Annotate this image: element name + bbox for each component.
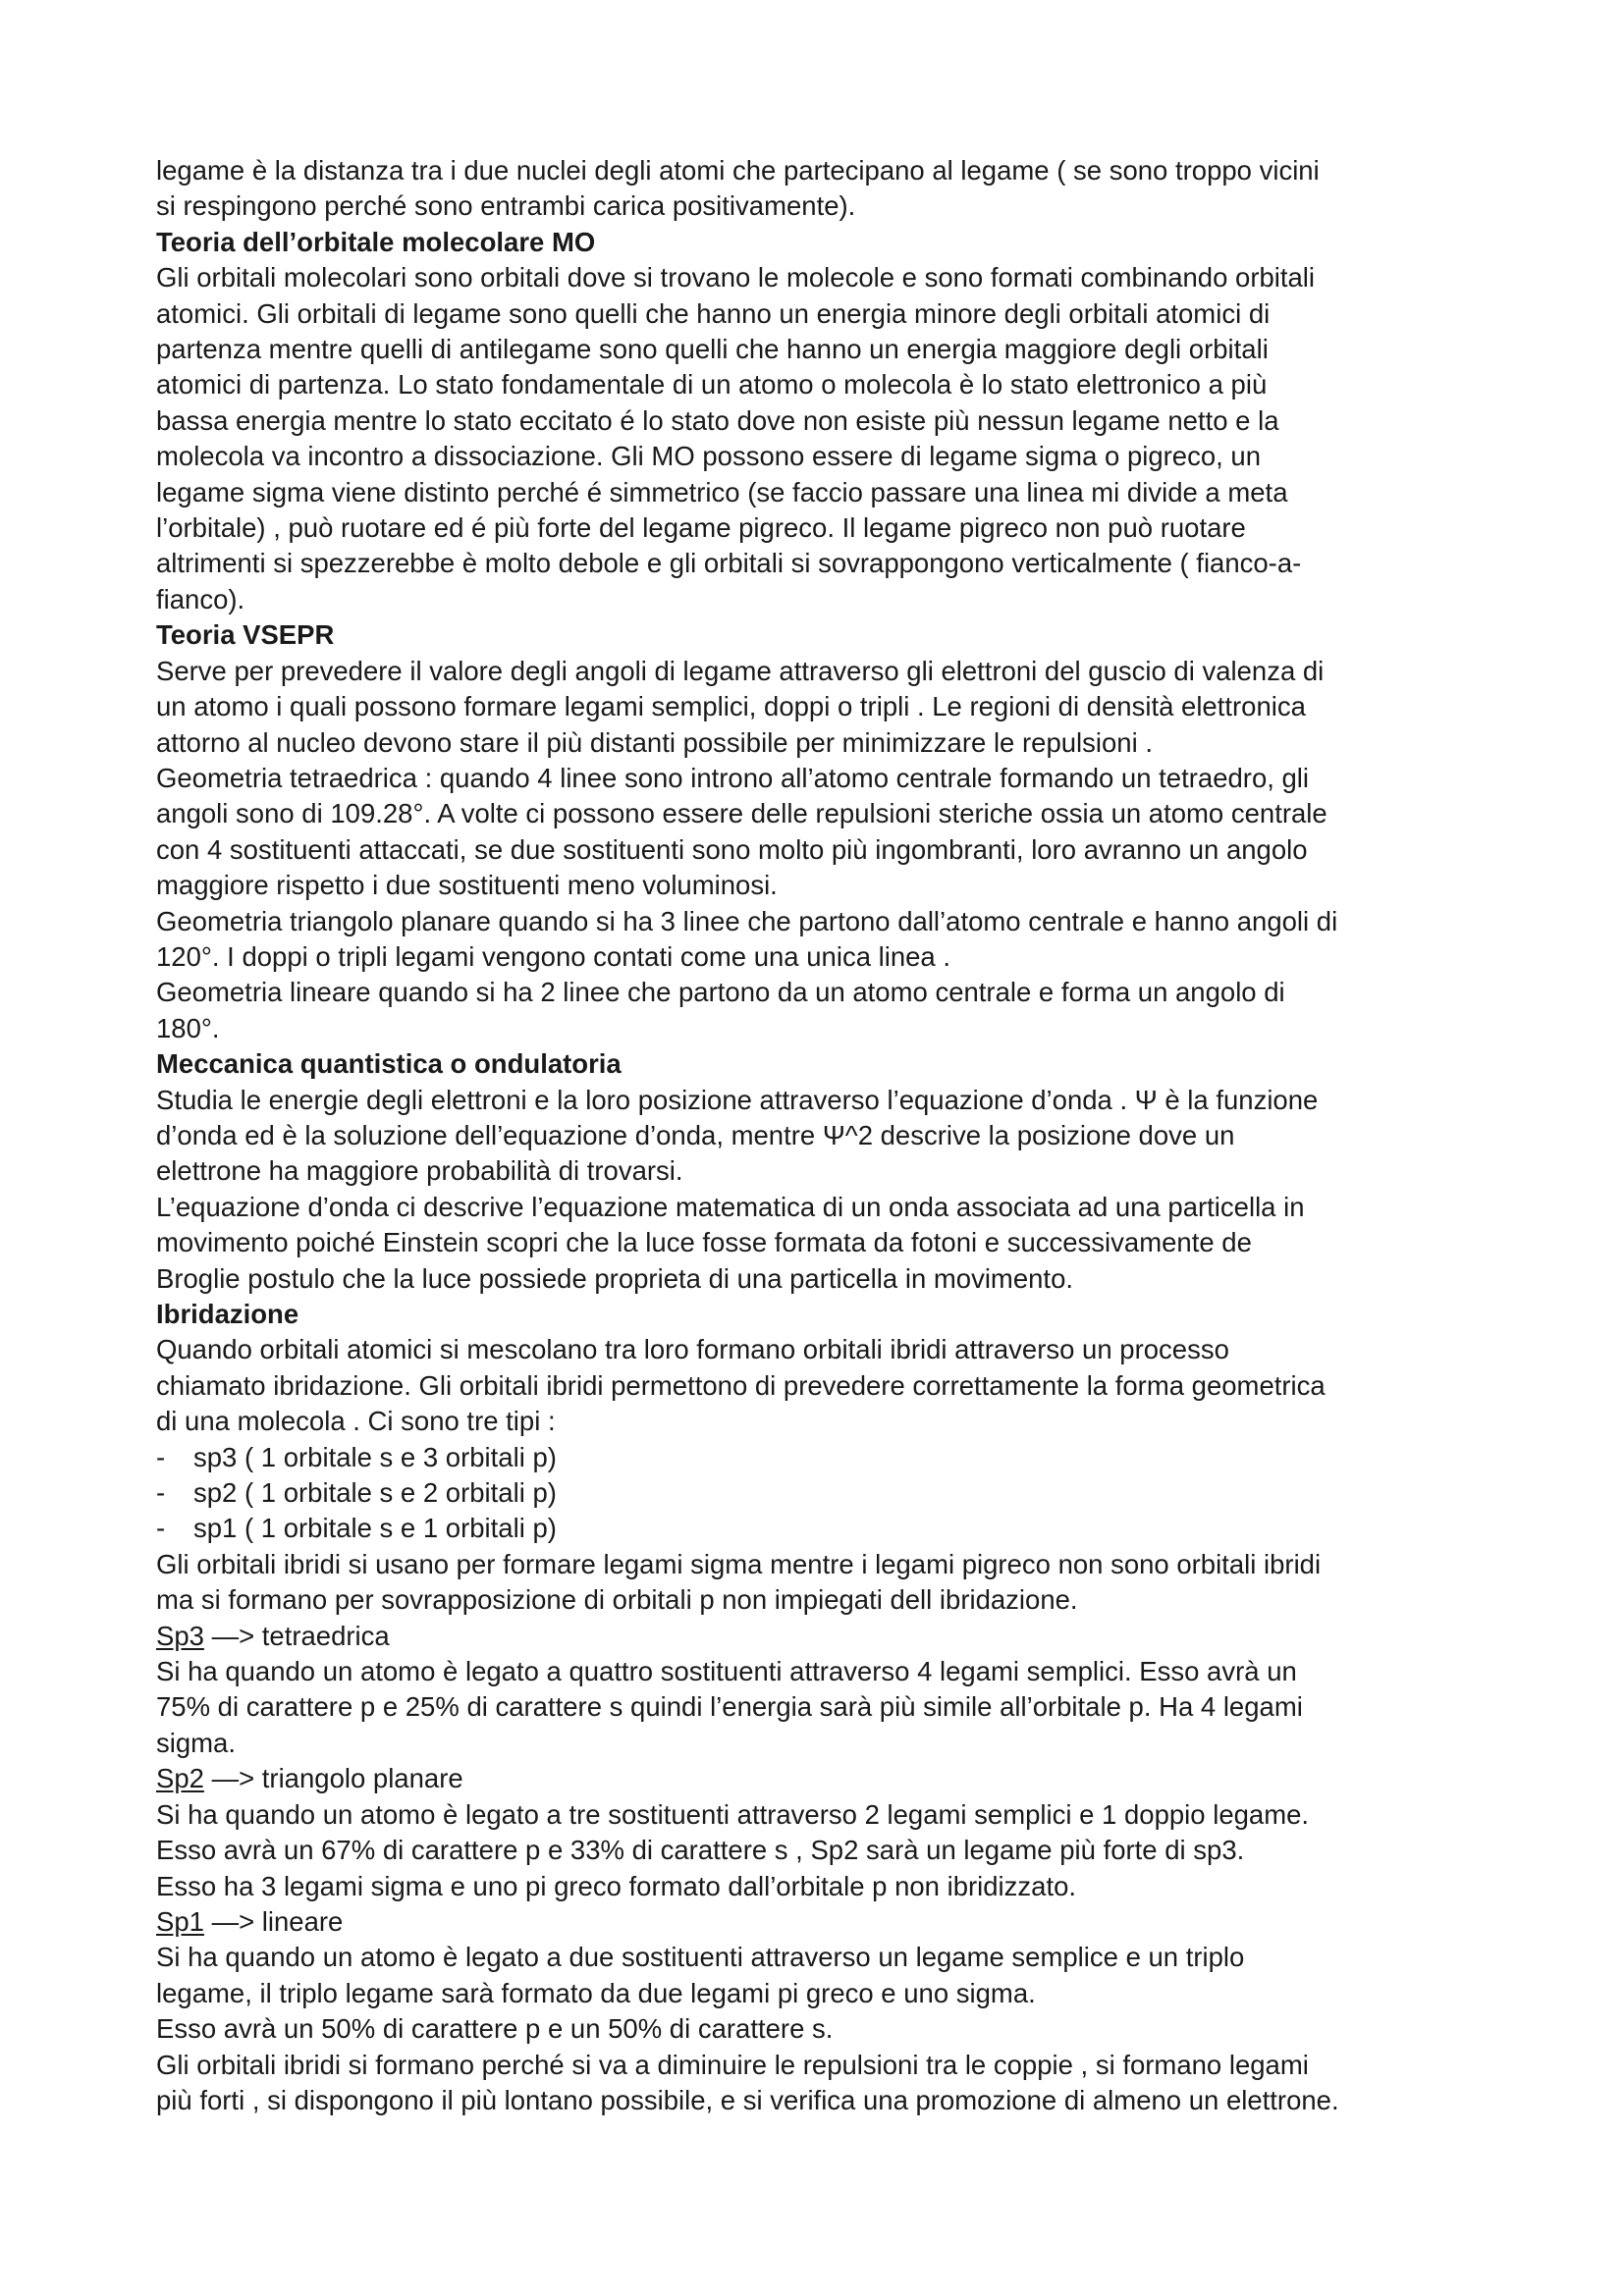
paragraph-line: Serve per prevedere il valore degli angoli di legame attraverso gli elettroni del guscio di valenza di — [156, 655, 1325, 686]
section-heading: Teoria VSEPR — [156, 619, 335, 651]
paragraph-line: di una molecola . Ci sono tre tipi : — [156, 1406, 556, 1437]
list-item-text: sp2 ( 1 orbitale s e 2 orbitali p) — [193, 1477, 557, 1509]
section-heading: Ibridazione — [156, 1299, 299, 1329]
list-item — [156, 1440, 1511, 1475]
paragraph-line: altrimenti si spezzerebbe è molto debole e gli orbitali si sovrappongono verticalmente ( fianco-a- — [156, 548, 1302, 579]
paragraph-line: Esso avrà un 50% di carattere p e un 50% di carattere s. — [156, 2013, 834, 2045]
paragraph-line: 75% di carattere p e 25% di carattere s quindi l’energia sarà più simile all’orbitale p. Ha 4 legami — [156, 1691, 1303, 1723]
bullet-dash: - — [156, 1477, 166, 1509]
list-item — [156, 1511, 1511, 1546]
paragraph-line: un atomo i quali possono formare legami semplici, doppi o tripli . Le regioni di densità elettronica — [156, 691, 1306, 722]
paragraph-line: attorno al nucleo devono stare il più distanti possibile per minimizzare le repulsioni . — [156, 726, 1153, 758]
paragraph-line: Gli orbitali ibridi si usano per formare legami sigma mentre i legami pigreco non sono orbitali ibridi — [156, 1548, 1322, 1579]
paragraph-line: angoli sono di 109.28°. A volte ci possono essere delle repulsioni steriche ossia un atomo centrale — [156, 798, 1327, 829]
paragraph-line: sigma. — [156, 1727, 236, 1758]
paragraph-line: maggiore rispetto i due sostituenti meno voluminosi. — [156, 870, 778, 901]
hybridization-term: Sp2 — [156, 1763, 204, 1794]
paragraph-line: l’orbitale) , può ruotare ed é più forte del legame pigreco. Il legame pigreco non può ruotare — [156, 512, 1246, 544]
paragraph-line: Si ha quando un atomo è legato a due sostituenti attraverso un legame semplice e un triplo — [156, 1942, 1245, 1973]
paragraph-line: partenza mentre quelli di antilegame sono quelli che hanno un energia maggiore degli orbitali — [156, 334, 1269, 365]
paragraph-line: Studia le energie degli elettroni e la loro posizione attraverso l’equazione d’onda . Ψ è la funzione — [156, 1084, 1319, 1115]
list-item-text: sp3 ( 1 orbitale s e 3 orbitali p) — [193, 1441, 557, 1472]
paragraph-line: 120°. I doppi o tripli legami vengono contati come una unica linea . — [156, 940, 951, 972]
paragraph-line: movimento poiché Einstein scopri che la luce fosse formata da fotoni e successivamente de — [156, 1227, 1252, 1258]
paragraph-line: atomici. Gli orbitali di legame sono quelli che hanno un energia minore degli orbitali atomici di — [156, 297, 1271, 329]
hybridization-subheading — [156, 1904, 1511, 1940]
geometry-label: —> triangolo planare — [203, 1763, 463, 1794]
paragraph-line: atomici di partenza. Lo stato fondamentale di un atomo o molecola è lo stato elettronico a più — [156, 369, 1268, 400]
hybridization-term: Sp3 — [156, 1620, 204, 1651]
paragraph-line: più forti , si dispongono il più lontano possibile, e si verifica una promozione di almeno un elettrone. — [156, 2084, 1339, 2115]
paragraph-line: Geometria triangolo planare quando si ha 3 linee che partono dall’atomo centrale e hanno angoli di — [156, 905, 1338, 936]
paragraph-line: 180°. — [156, 1012, 220, 1043]
bullet-dash: - — [156, 1441, 166, 1472]
list-item — [156, 1475, 1511, 1511]
paragraph-line: L’equazione d’onda ci descrive l’equazione matematica di un onda associata ad una particella in — [156, 1191, 1305, 1222]
bullet-dash: - — [156, 1513, 166, 1544]
paragraph-line: molecola va incontro a dissociazione. Gli MO possono essere di legame sigma o pigreco, un — [156, 441, 1262, 472]
paragraph-line: legame, il triplo legame sarà formato da due legami pi greco e uno sigma. — [156, 1977, 1036, 2008]
paragraph-line: Si ha quando un atomo è legato a tre sostituenti attraverso 2 legami semplici e 1 doppio legame. — [156, 1798, 1310, 1830]
paragraph-line: ma si formano per sovrapposizione di orbitali p non impiegati dell ibridazione. — [156, 1584, 1078, 1616]
document-page — [156, 153, 1511, 2118]
paragraph-line: legame è la distanza tra i due nuclei degli atomi che partecipano al legame ( se sono troppo vicini — [156, 155, 1320, 186]
paragraph-line: Geometria lineare quando si ha 2 linee che partono da un atomo centrale e forma un angolo di — [156, 977, 1285, 1008]
hybridization-subheading — [156, 1619, 1511, 1654]
geometry-label: —> lineare — [203, 1905, 344, 1937]
paragraph-line: Gli orbitali molecolari sono orbitali dove si trovano le molecole e sono formati combinando orbitali — [156, 262, 1316, 294]
paragraph-line: Quando orbitali atomici si mescolano tra loro formano orbitali ibridi attraverso un processo — [156, 1334, 1229, 1365]
paragraph-line: Geometria tetraedrica : quando 4 linee sono introno all’atomo centrale formando un tetraedro, gli — [156, 762, 1310, 793]
hybridization-subheading — [156, 1761, 1511, 1796]
paragraph-line: Gli orbitali ibridi si formano perché si va a diminuire le repulsioni tra le coppie , si formano legami — [156, 2049, 1309, 2080]
paragraph-line: elettrone ha maggiore probabilità di trovarsi. — [156, 1155, 683, 1187]
paragraph-line: Broglie postulo che la luce possiede proprieta di una particella in movimento. — [156, 1262, 1074, 1294]
paragraph-line: si respingono perché sono entrambi carica positivamente). — [156, 190, 856, 222]
hybridization-term: Sp1 — [156, 1905, 204, 1937]
paragraph-line: chiamato ibridazione. Gli orbitali ibridi permettono di prevedere correttamente la forma geometrica — [156, 1369, 1326, 1401]
paragraph-line: bassa energia mentre lo stato eccitato é lo stato dove non esiste più nessun legame netto e la — [156, 404, 1279, 436]
geometry-label: —> tetraedrica — [203, 1620, 390, 1651]
paragraph-line: con 4 sostituenti attaccati, se due sostituenti sono molto più ingombranti, loro avranno un angolo — [156, 833, 1308, 865]
paragraph-line: Esso avrà un 67% di carattere p e 33% di carattere s , Sp2 sarà un legame più forte di sp3. — [156, 1835, 1245, 1866]
section-heading: Teoria dell’orbitale molecolare MO — [156, 226, 596, 257]
paragraph-line: Esso ha 3 legami sigma e uno pi greco formato dall’orbitale p non ibridizzato. — [156, 1870, 1077, 1901]
paragraph-line: d’onda ed è la soluzione dell’equazione d’onda, mentre Ψ^2 descrive la posizione dove un — [156, 1119, 1235, 1150]
paragraph-line: legame sigma viene distinto perché é simmetrico (se faccio passare una linea mi divide a meta — [156, 476, 1288, 507]
section-heading: Meccanica quantistica o ondulatoria — [156, 1048, 622, 1080]
paragraph-line: fianco). — [156, 583, 245, 614]
paragraph-line: Si ha quando un atomo è legato a quattro sostituenti attraverso 4 legami semplici. Esso avrà un — [156, 1656, 1297, 1687]
list-item-text: sp1 ( 1 orbitale s e 1 orbitali p) — [193, 1513, 557, 1544]
